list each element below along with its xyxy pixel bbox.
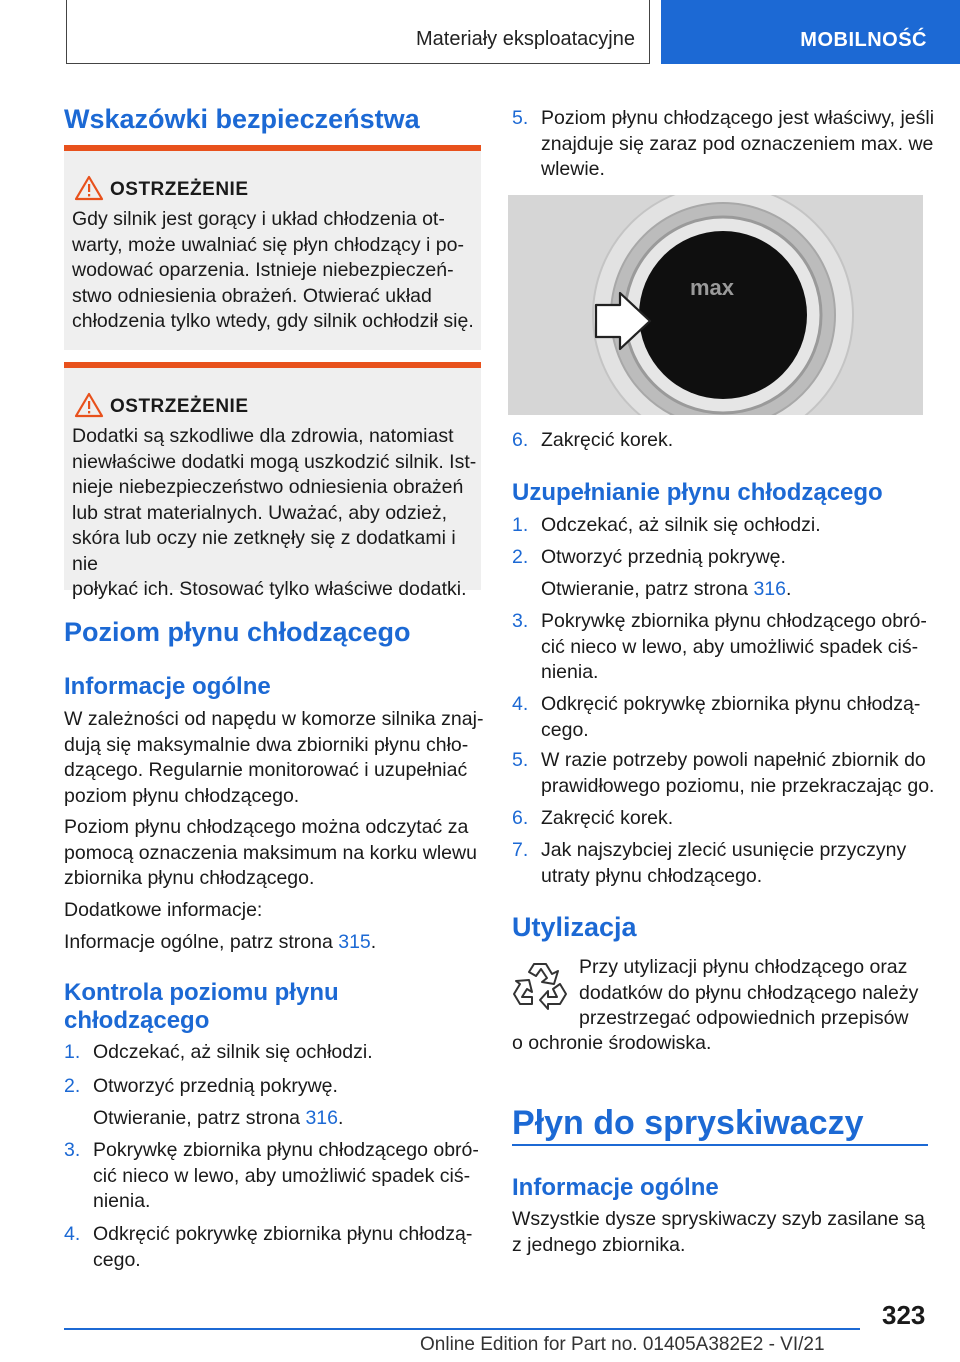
page-link-316[interactable]: 316: [305, 1107, 338, 1129]
additional-info-label: Dodatkowe informacje:: [64, 899, 263, 921]
coolant-cap-illustration: [508, 195, 923, 415]
warning-box-1: [64, 145, 481, 350]
washer-general-heading: Informacje ogólne: [512, 1174, 719, 1201]
level-check-heading: Kontrola poziomu płynu chłodzącego: [64, 979, 339, 1034]
chapter-title: MOBILNOŚĆ: [800, 29, 927, 51]
section-title: Materiały eksploatacyjne: [416, 28, 635, 50]
warning-2-text: Dodatki są szkodliwe dla zdrowia, natomiast niewłaściwe dodatki mogą uszkodzić silnik. Ist- nieje niebezpieczeństwo odniesienia obrażeń lub strat materialnych. Uważać, aby odzież, skóra lub oczy nie zetknęły się z dodatkami i nie połykać ich. Stosować tylko właściwe dodatki.: [72, 425, 477, 600]
page-header: [0, 0, 960, 66]
reference-line: Informacje ogólne, patrz strona 315.: [64, 931, 377, 953]
general-info-paragraph: W zależności od napędu w komorze silnika znaj- dują się maksymalnie dwa zbiorniki płynu chło- dzącego. Regularnie monitorować i uzupełniać poziom płynu chłodzącego.: [64, 708, 484, 807]
warning-triangle-icon: [74, 392, 104, 418]
page-link-315[interactable]: 315: [338, 931, 371, 953]
coolant-cap-figure: [508, 195, 923, 415]
disposal-heading: Utylizacja: [512, 912, 637, 942]
washer-fluid-heading: Płyn do spryskiwaczy: [512, 1104, 864, 1142]
coolant-heading: Poziom płynu chłodzącego: [64, 617, 411, 647]
edition-line: Online Edition for Part no. 01405A382E2 - VI/21: [420, 1334, 825, 1355]
warning-box-2: [64, 362, 481, 600]
warning-2-title: OSTRZEŻENIE: [110, 396, 249, 417]
disposal-text-end: o ochronie środowiska.: [512, 1032, 712, 1054]
warning-triangle-icon: [74, 175, 104, 201]
reading-paragraph: Poziom płynu chłodzącego można odczytać za pomocą oznaczenia maksimum na korku wlewu zbiornika płynu chłodzącego.: [64, 816, 477, 889]
section-tab: [66, 0, 650, 64]
warning-1-text: Gdy silnik jest gorący i układ chłodzenia ot- warty, może uwalniać się płyn chłodzący i po- wodować oparzenia. Istnieje niebezpieczeń- stwo odniesienia obrażeń. Otwierać układ chłodzenia tylko wtedy, gdy silnik ochłodził się.: [72, 208, 474, 332]
footer-rule: [64, 1328, 860, 1330]
warning-1-title: OSTRZEŻENIE: [110, 179, 249, 200]
heading-rule: [512, 1144, 928, 1146]
chapter-tab: [661, 0, 960, 64]
max-mark: max: [690, 275, 735, 300]
page-number: 323: [882, 1300, 926, 1330]
safety-heading: Wskazówki bezpieczeństwa: [64, 104, 420, 134]
disposal-text: Przy utylizacji płynu chłodzącego oraz dodatków do płynu chłodzącego należy przestrzegać odpowiednich przepisów: [579, 956, 919, 1029]
page-link-316[interactable]: 316: [753, 578, 786, 600]
washer-general-text: Wszystkie dysze spryskiwaczy szyb zasilane są z jednego zbiornika.: [512, 1208, 925, 1256]
topup-heading: Uzupełnianie płynu chłodzącego: [512, 479, 883, 506]
recycle-icon: [512, 958, 568, 1012]
general-info-heading: Informacje ogólne: [64, 673, 271, 700]
